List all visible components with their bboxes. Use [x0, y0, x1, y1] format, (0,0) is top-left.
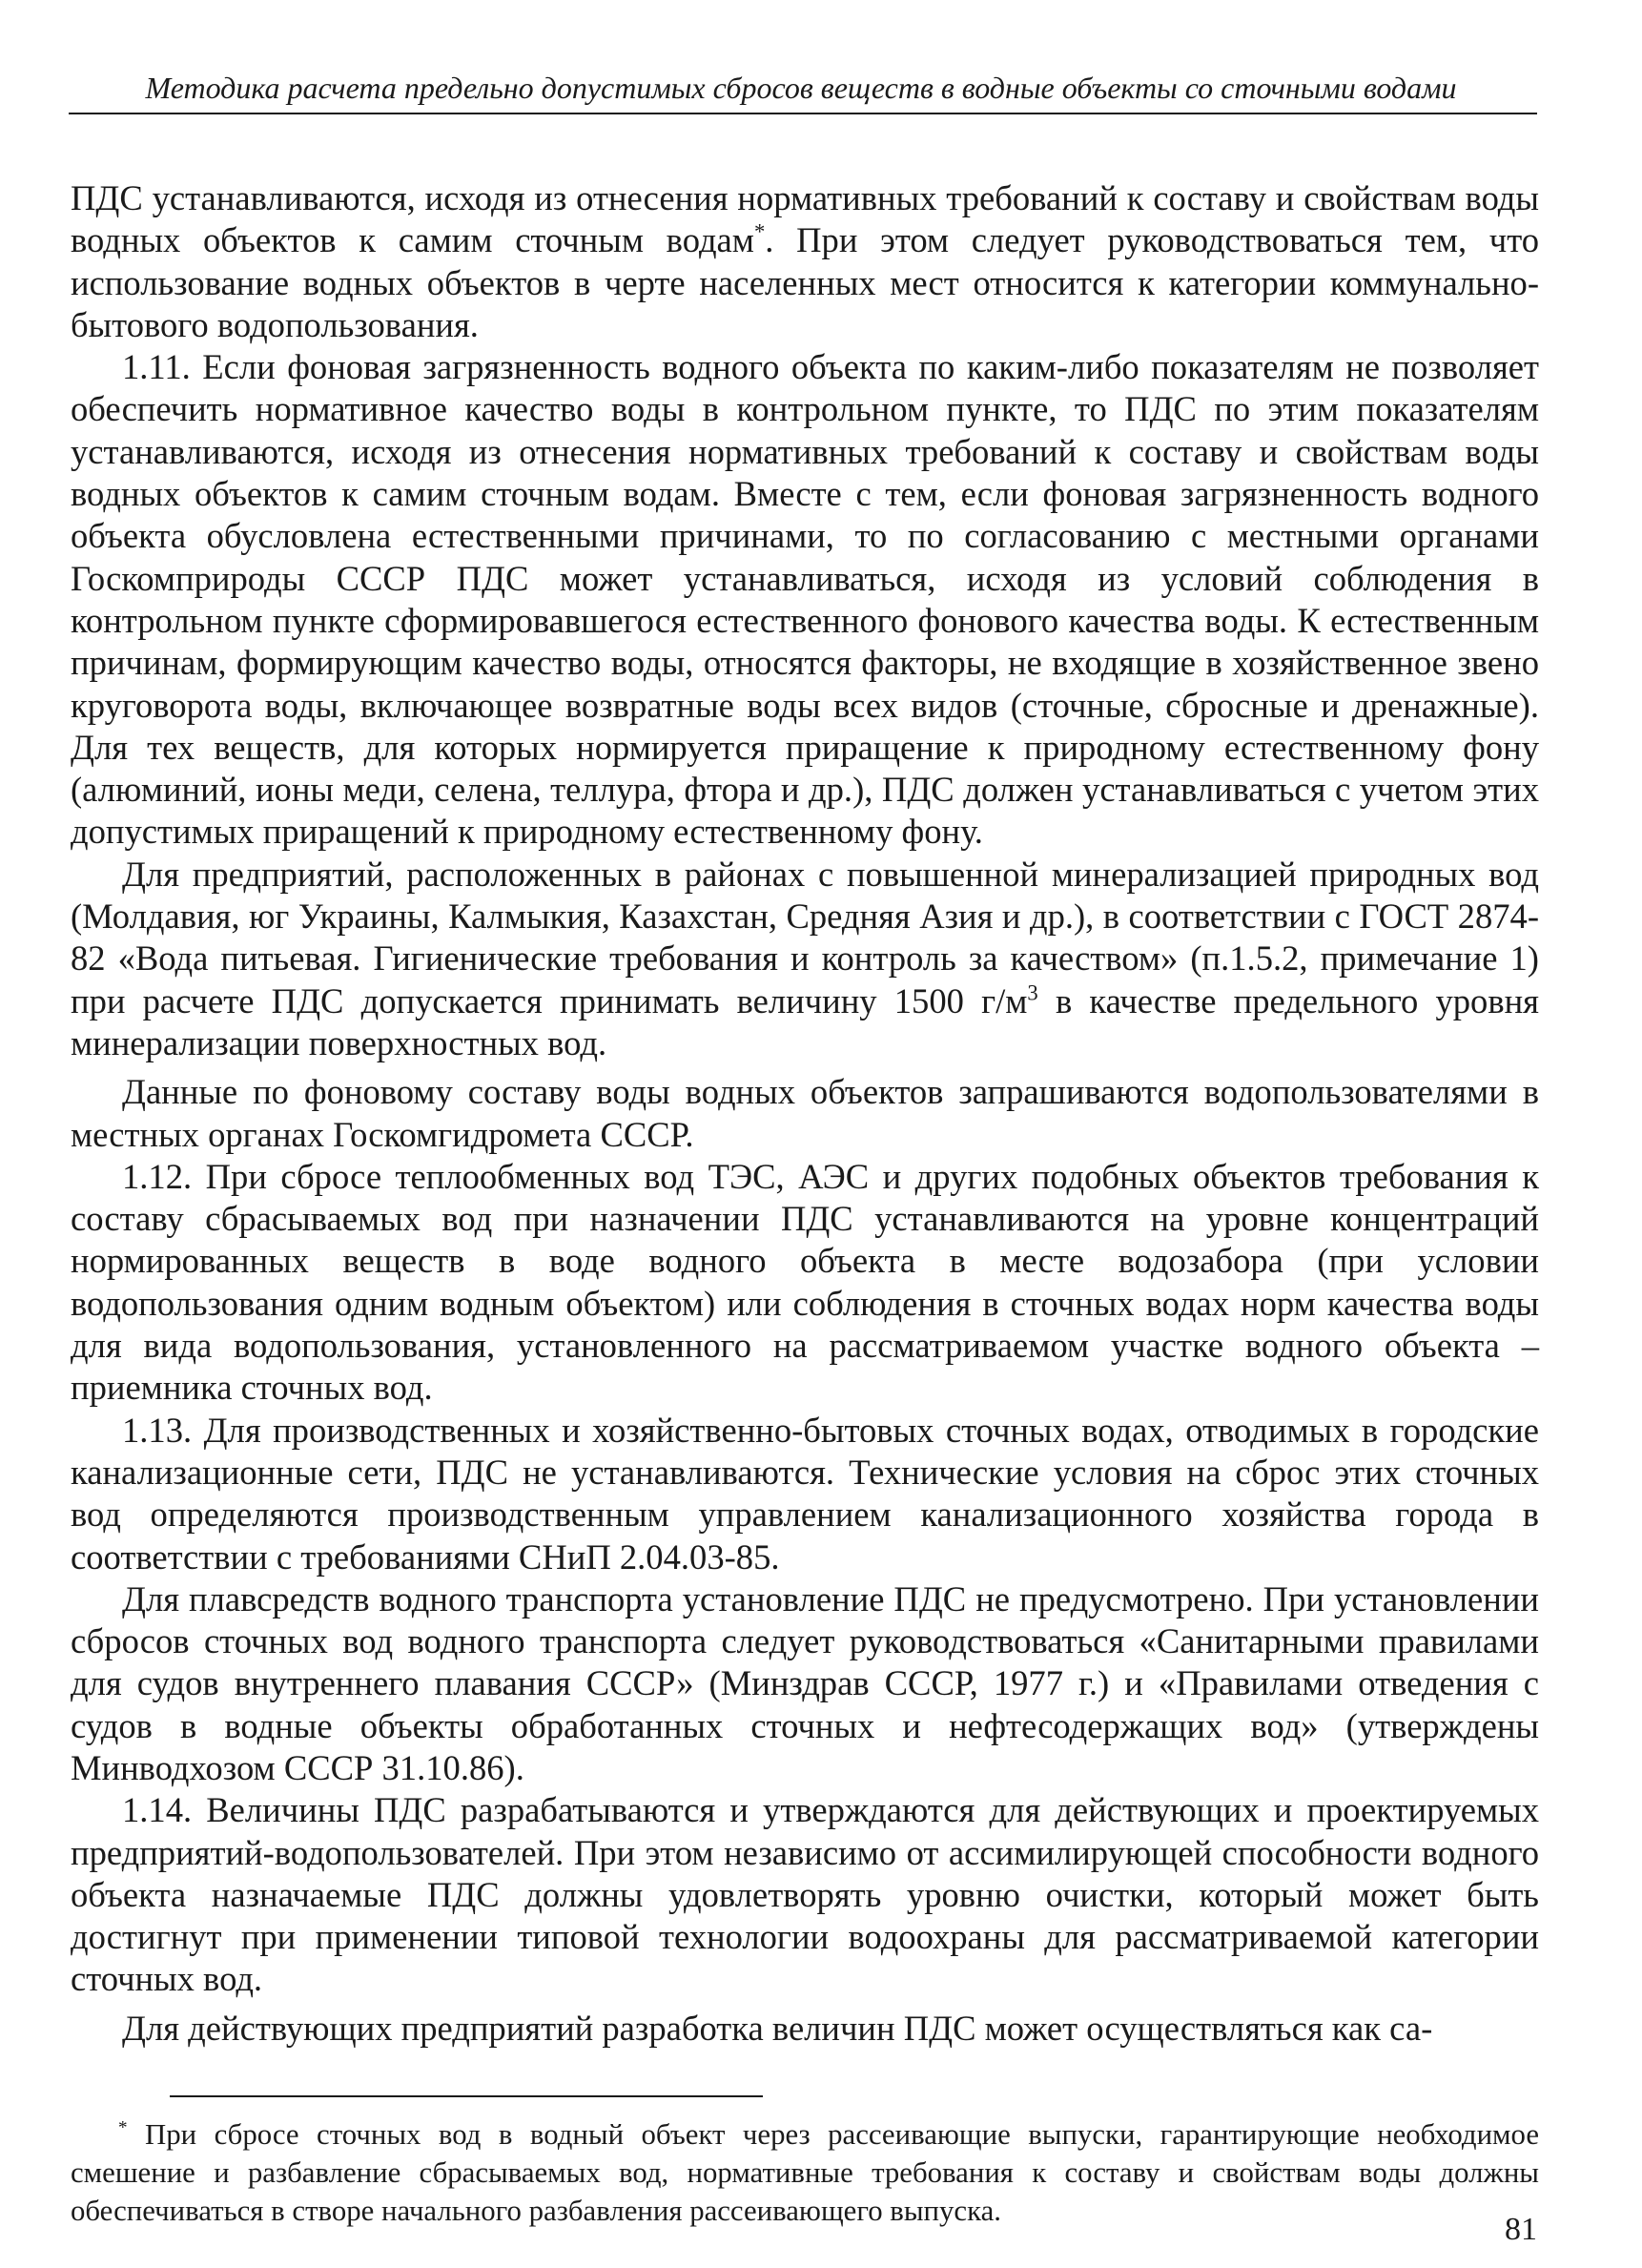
footnote-rule: [170, 2095, 763, 2097]
page-number: 81: [1505, 2212, 1537, 2247]
paragraph-water-transport: Для плавсредств водного транспорта установление ПДС не предусмотрено. При установлении сбросов сточных вод водного транспорта следует руководствоваться «Санитарными правилами для судов внутреннего плавания СССР» (Минздрав СССР, 1977 г.) и «Правилами отведения с судов в водные объекты обработанных сточных и нефтесодержащих вод» (утверждены Минводхозом СССР 31.10.86).: [71, 1578, 1539, 1787]
footnote-mark: *: [118, 2117, 128, 2138]
unit-superscript: 3: [1027, 980, 1038, 1005]
paragraph-background-data: Данные по фоновому составу воды водных объектов запрашиваются водопользователями в местных органах Госкомгидромета СССР.: [71, 1072, 1539, 1154]
header-rule: [69, 113, 1537, 114]
paragraph-continuation: [71, 177, 1539, 346]
footnote: [71, 2115, 1539, 2230]
running-header: Методика расчета предельно допустимых сбросов веществ в водные объекты со сточными водами: [145, 71, 1457, 105]
paragraph-existing-enterprises: Для действующих предприятий разработка величин ПДС может осуществляться как са-: [122, 2008, 1433, 2048]
paragraph-1-12: 1.12. При сбросе теплообменных вод ТЭС, АЭС и других подобных объектов требования к составу сбрасываемых вод при назначении ПДС устанавливаются на уровне концентраций нормированных веществ в воде водного объекта в месте водозабора (при условии водопользования одним водным объектом) или соблюдения в сточных водах норм качества воды для вида водопользования, установленного на рассматриваемом участке водного объекта – приемника сточных вод.: [71, 1156, 1539, 1408]
paragraph-1-13: 1.13. Для производственных и хозяйственно-бытовых сточных водах, отводимых в городские канализационные сети, ПДС не устанавливаются. Технические условия на сброс этих сточных вод определяются производственным управлением канализационного хозяйства города в соответствии с требованиями СНиП 2.04.03-85.: [71, 1410, 1539, 1577]
paragraph-text: Для предприятий, расположенных в районах с повышенной минерализацией природных вод (Молдавия, юг Украины, Калмыкия, Казахстан, Средняя Азия и др.), в соответствии с ГОСТ 2874-82 «Вода питьевая. Гигиенические требования и контроль за качеством» (п.1.5.2, примечание 1) при расчете ПДС допускается принимать величину 1500 г/м: [71, 854, 1539, 1021]
paragraph-mineralization: [71, 854, 1539, 1064]
paragraph-text: в качестве предельного уровня минерализации поверхностных вод.: [71, 980, 1539, 1062]
footnote-text: При сбросе сточных вод в водный объект через рассеивающие выпуски, гарантирующие необходимое смешение и разбавление сбрасываемых вод, нормативные требования к составу и свойствам воды должны обеспечиваться в створе начального разбавления рассеивающего выпуска.: [71, 2118, 1539, 2227]
footnote-reference: *: [753, 219, 766, 244]
paragraph-text: ПДС устанавливаются, исходя из отнесения нормативных требований к составу и свойствам воды водных объектов к самим сточным водам: [71, 178, 1539, 260]
paragraph-text: . При этом следует руководствоваться тем, что использование водных объектов в черте населенных мест относится к категории коммунально-бытового водопользования.: [71, 220, 1539, 344]
paragraph-1-14: 1.14. Величины ПДС разрабатываются и утверждаются для действующих и проектируемых предприятий-водопользователей. При этом независимо от ассимилирующей способности водного объекта назначаемые ПДС должны удовлетворять уровню очистки, который может быть достигнут при применении типовой технологии водоохраны для рассматриваемой категории сточных вод.: [71, 1790, 1539, 1999]
paragraph-1-11: 1.11. Если фоновая загрязненность водного объекта по каким-либо показателям не позволяет обеспечить нормативное качество воды в контрольном пункте, то ПДС по этим показателям устанавливаются, исходя из отнесения нормативных требований к составу и свойствам воды водных объектов к самим сточным водам. Вместе с тем, если фоновая загрязненность водного объекта обусловлена естественными причинами, то по согласованию с местными органами Госкомприроды СССР ПДС может устанавливаться, исходя из условий соблюдения в контрольном пункте сформировавшегося естественного фонового качества воды. К естественным причинам, формирующим качество воды, относятся факторы, не входящие в хозяйственное звено круговорота воды, включающее возвратные воды всех видов (сточные, сбросные и дренажные). Для тех веществ, для которых нормируется приращение к природному естественному фону (алюминий, ионы меди, селена, теллура, фтора и др.), ПДС должен устанавливаться с учетом этих допустимых приращений к природному естественному фону.: [71, 347, 1539, 852]
body-text: [71, 177, 1539, 2050]
